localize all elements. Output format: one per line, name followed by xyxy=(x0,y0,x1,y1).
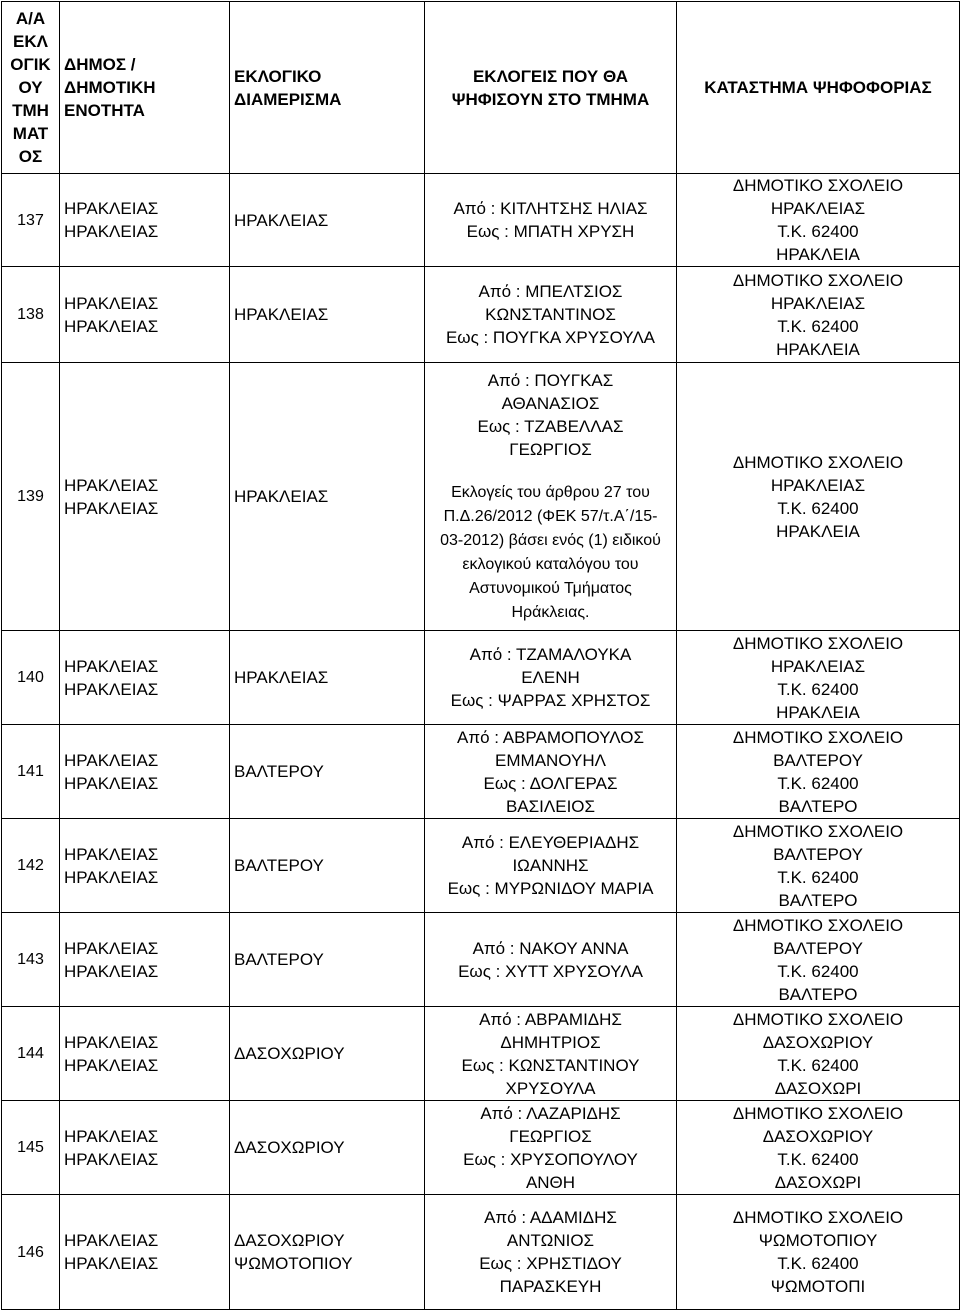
voters-range-cell-line: Από : ΕΛΕΥΘΕΡΙΑΔΗΣ xyxy=(461,833,640,852)
municipality-cell-line: ΗΡΑΚΛΕΙΑΣ xyxy=(64,867,159,887)
voters-range-cell-line: ΕΛΕΝΗ xyxy=(521,668,580,687)
polling-location-cell-line: ΒΑΛΤΕΡΟΥ xyxy=(773,844,863,864)
municipality-cell-line: ΗΡΑΚΛΕΙΑΣ xyxy=(64,199,159,218)
polling-location-cell-line: Τ.Κ. 62400 xyxy=(777,679,859,699)
table-row xyxy=(2,174,960,267)
municipality-cell xyxy=(60,631,230,725)
header-line: ΟΣ xyxy=(18,147,43,166)
polling-location-cell-line: Τ.Κ. 62400 xyxy=(777,773,859,793)
header-line: ΟΓΙΚ xyxy=(10,55,51,74)
voters-range-cell-line: ΓΕΩΡΓΙΟΣ xyxy=(509,1126,592,1146)
polling-location-cell-line: ΔΗΜΟΤΙΚΟ ΣΧΟΛΕΙΟ xyxy=(732,176,904,195)
municipality-cell-line: ΗΡΑΚΛΕΙΑΣ xyxy=(64,1149,159,1169)
district-cell-line: ΒΑΛΤΕΡΟΥ xyxy=(234,950,324,969)
section-number: 142 xyxy=(2,819,60,913)
district-cell xyxy=(230,913,425,1007)
polling-location-cell-line: Τ.Κ. 62400 xyxy=(777,1254,859,1273)
polling-location-cell-line: ΗΡΑΚΛΕΙΑ xyxy=(776,339,860,359)
voters-range-cell-line: Εως : ΨΑΡΡΑΣ ΧΡΗΣΤΟΣ xyxy=(450,691,651,710)
municipality-cell-line: ΗΡΑΚΛΕΙΑΣ xyxy=(64,1231,159,1250)
municipality-cell-line: ΗΡΑΚΛΕΙΑΣ xyxy=(64,773,159,793)
municipality-cell-line: ΗΡΑΚΛΕΙΑΣ xyxy=(64,1055,159,1075)
municipality-cell xyxy=(60,1195,230,1310)
section-number: 139 xyxy=(2,363,60,631)
voters-range-cell-line: ΧΡΥΣΟΥΛΑ xyxy=(505,1078,596,1098)
voters-range-cell xyxy=(425,363,677,631)
polling-location-cell-line: ΔΗΜΟΤΙΚΟ ΣΧΟΛΕΙΟ xyxy=(732,1208,904,1227)
polling-location-cell-line: Τ.Κ. 62400 xyxy=(777,867,859,887)
district-cell xyxy=(230,819,425,913)
municipality-cell xyxy=(60,363,230,631)
polling-location-cell-line: ΒΑΛΤΕΡΟ xyxy=(778,984,858,1004)
header-line: Α/Α xyxy=(15,9,46,28)
municipality-cell-line: ΗΡΑΚΛΕΙΑΣ xyxy=(64,1254,159,1273)
polling-stations-table xyxy=(1,1,960,1310)
polling-location-cell xyxy=(677,1007,960,1101)
polling-location-cell-line: ΔΗΜΟΤΙΚΟ ΣΧΟΛΕΙΟ xyxy=(732,1009,904,1029)
polling-location-cell-line: ΔΑΣΟΧΩΡΙΟΥ xyxy=(762,1032,874,1052)
polling-location-cell-line: ΔΗΜΟΤΙΚΟ ΣΧΟΛΕΙΟ xyxy=(732,1103,904,1123)
district-cell-line: ΒΑΛΤΕΡΟΥ xyxy=(234,762,324,781)
voters-range-cell-line: ΠΑΡΑΣΚΕΥΗ xyxy=(499,1277,602,1296)
municipality-cell xyxy=(60,1101,230,1195)
polling-location-cell xyxy=(677,725,960,819)
polling-location-cell-line: ΔΗΜΟΤΙΚΟ ΣΧΟΛΕΙΟ xyxy=(732,915,904,935)
polling-location-cell xyxy=(677,819,960,913)
voters-range-cell-line: ΑΝΤΩΝΙΟΣ xyxy=(506,1231,595,1250)
voters-range-cell xyxy=(425,174,677,267)
municipality-cell xyxy=(60,174,230,267)
district-cell xyxy=(230,631,425,725)
district-cell-line: ΔΑΣΟΧΩΡΙΟΥ xyxy=(234,1231,345,1250)
voters-range-cell-line: Από : ΑΒΡΑΜΟΠΟΥΛΟΣ xyxy=(457,727,644,747)
municipality-cell-line: ΗΡΑΚΛΕΙΑΣ xyxy=(64,475,159,495)
polling-location-cell-line: ΔΑΣΟΧΩΡΙΟΥ xyxy=(762,1126,874,1146)
table-row xyxy=(2,1195,960,1310)
polling-location-cell-line: ΒΑΛΤΕΡΟ xyxy=(778,796,858,816)
municipality-cell-line: ΗΡΑΚΛΕΙΑΣ xyxy=(64,679,159,699)
polling-location-cell xyxy=(677,631,960,725)
municipality-cell-line: ΗΡΑΚΛΕΙΑΣ xyxy=(64,656,159,676)
voters-range-cell-line: Εως : ΔΟΛΓΕΡΑΣ xyxy=(483,773,618,793)
voters-range-cell-line: Από : ΑΒΡΑΜΙΔΗΣ xyxy=(479,1009,622,1029)
header-polling-location xyxy=(677,2,960,174)
voters-range-cell xyxy=(425,725,677,819)
polling-location-cell-line: ΗΡΑΚΛΕΙΑΣ xyxy=(770,293,866,313)
voters-range-cell xyxy=(425,913,677,1007)
municipality-cell-line: ΗΡΑΚΛΕΙΑΣ xyxy=(64,1126,159,1146)
polling-location-cell xyxy=(677,267,960,363)
header-line: ΔΗΜΟΣ / xyxy=(64,55,136,74)
municipality-cell-line: ΗΡΑΚΛΕΙΑΣ xyxy=(64,222,159,241)
header-line: ΔΗΜΟΤΙΚΗ xyxy=(64,78,156,97)
header-line: ΕΝΟΤΗΤΑ xyxy=(64,101,145,120)
section-number: 141 xyxy=(2,725,60,819)
polling-location-cell-line: ΔΗΜΟΤΙΚΟ ΣΧΟΛΕΙΟ xyxy=(732,270,904,290)
polling-location-cell-line: Τ.Κ. 62400 xyxy=(777,316,859,336)
special-voters-note: Εκλογείς του άρθρου 27 του Π.Δ.26/2012 (ΦΕΚ 57/τ.Α΄/15-03-2012) βάσει ενός (1) ειδικού εκλογικού καταλόγου του Αστυνομικού Τμήματος Ηράκλειας. xyxy=(440,483,661,621)
district-cell xyxy=(230,174,425,267)
polling-location-cell-line: ΔΑΣΟΧΩΡΙ xyxy=(774,1078,862,1098)
polling-location-cell-line: ΨΩΜΟΤΟΠΙ xyxy=(770,1277,866,1296)
polling-location-cell-line: Τ.Κ. 62400 xyxy=(777,961,859,981)
polling-location-cell-line: ΒΑΛΤΕΡΟ xyxy=(778,890,858,910)
polling-location-cell-line: ΔΗΜΟΤΙΚΟ ΣΧΟΛΕΙΟ xyxy=(732,821,904,841)
municipality-cell-line: ΗΡΑΚΛΕΙΑΣ xyxy=(64,938,159,958)
municipality-cell-line: ΗΡΑΚΛΕΙΑΣ xyxy=(64,316,159,336)
voters-range-cell-line: Από : ΑΔΑΜΙΔΗΣ xyxy=(484,1208,617,1227)
header-line: ΔΙΑΜΕΡΙΣΜΑ xyxy=(234,89,342,109)
voters-range-cell-line: ΓΕΩΡΓΙΟΣ xyxy=(509,439,592,459)
municipality-cell xyxy=(60,913,230,1007)
table-body xyxy=(2,174,960,1310)
section-number: 144 xyxy=(2,1007,60,1101)
municipality-cell-line: ΗΡΑΚΛΕΙΑΣ xyxy=(64,844,159,864)
header-section-number xyxy=(2,2,60,174)
polling-location-cell-line: ΔΑΣΟΧΩΡΙ xyxy=(774,1172,862,1192)
polling-location-cell-line: ΗΡΑΚΛΕΙΑΣ xyxy=(770,475,866,495)
voters-range-cell-line: Από : ΜΠΕΛΤΣΙΟΣ xyxy=(478,282,623,301)
voters-range-cell-line: ΒΑΣΙΛΕΙΟΣ xyxy=(505,796,596,816)
voters-range-cell-line: ΚΩΝΣΤΑΝΤΙΝΟΣ xyxy=(485,305,616,324)
voters-range-cell xyxy=(425,819,677,913)
voters-range-cell-line: Εως : ΠΟΥΓΚΑ ΧΡΥΣΟΥΛΑ xyxy=(445,328,656,347)
polling-location-cell-line: ΗΡΑΚΛΕΙΑΣ xyxy=(770,656,866,676)
voters-range-cell-line: ΑΘΑΝΑΣΙΟΣ xyxy=(501,393,600,413)
voters-range-cell-line: Από : ΚΙΤΛΗΤΣΗΣ ΗΛΙΑΣ xyxy=(453,199,648,218)
municipality-cell-line: ΗΡΑΚΛΕΙΑΣ xyxy=(64,961,159,981)
municipality-cell-line: ΗΡΑΚΛΕΙΑΣ xyxy=(64,498,159,518)
voters-range-cell-line: Από : ΝΑΚΟΥ ΑΝΝΑ xyxy=(472,938,629,958)
voters-range-cell-line: Από : ΛΑΖΑΡΙΔΗΣ xyxy=(480,1103,621,1123)
voters-range-cell-line: Εως : ΧΥΤΤ ΧΡΥΣΟΥΛΑ xyxy=(458,961,643,981)
voters-range-cell-line: Εως : ΜΥΡΩΝΙΔΟΥ ΜΑΡΙΑ xyxy=(447,879,654,898)
district-cell-line: ΗΡΑΚΛΕΙΑΣ xyxy=(234,305,329,324)
municipality-cell xyxy=(60,819,230,913)
district-cell-line: ΨΩΜΟΤΟΠΙΟΥ xyxy=(234,1254,353,1273)
header-line: ΜΑΤ xyxy=(12,124,49,143)
polling-location-cell-line: ΔΗΜΟΤΙΚΟ ΣΧΟΛΕΙΟ xyxy=(732,452,904,472)
header-municipality xyxy=(60,2,230,174)
header-voters xyxy=(425,2,677,174)
district-cell xyxy=(230,1101,425,1195)
table-row xyxy=(2,913,960,1007)
voters-range-cell-line: ΔΗΜΗΤΡΙΟΣ xyxy=(500,1032,601,1052)
header-line: ΕΚΛΟΓΕΙΣ ΠΟΥ ΘΑ xyxy=(472,66,629,86)
district-cell xyxy=(230,267,425,363)
voters-range-cell xyxy=(425,267,677,363)
voters-range-cell xyxy=(425,1101,677,1195)
table-row xyxy=(2,631,960,725)
polling-location-cell-line: ΗΡΑΚΛΕΙΑ xyxy=(776,521,860,541)
district-cell-line: ΗΡΑΚΛΕΙΑΣ xyxy=(234,487,329,506)
polling-location-cell-line: ΗΡΑΚΛΕΙΑ xyxy=(776,245,860,264)
polling-location-cell xyxy=(677,1195,960,1310)
voters-range-cell-line: ΕΜΜΑΝΟΥΗΛ xyxy=(495,750,606,770)
municipality-cell xyxy=(60,725,230,819)
header-line: ΕΚΛΟΓΙΚΟ xyxy=(234,66,322,86)
polling-location-cell-line: ΒΑΛΤΕΡΟΥ xyxy=(773,938,863,958)
district-cell-line: ΗΡΑΚΛΕΙΑΣ xyxy=(234,668,329,687)
header-line: ΨΗΦΙΣΟΥΝ ΣΤΟ ΤΜΗΜΑ xyxy=(451,89,650,109)
header-line: ΕΚΛ xyxy=(13,32,48,51)
district-cell xyxy=(230,1007,425,1101)
district-cell xyxy=(230,363,425,631)
polling-location-cell-line: Τ.Κ. 62400 xyxy=(777,1055,859,1075)
district-cell-line: ΗΡΑΚΛΕΙΑΣ xyxy=(234,210,329,230)
polling-location-cell-line: Τ.Κ. 62400 xyxy=(777,1149,859,1169)
polling-location-cell-line: ΔΗΜΟΤΙΚΟ ΣΧΟΛΕΙΟ xyxy=(732,727,904,747)
header-district xyxy=(230,2,425,174)
district-cell-line: ΒΑΛΤΕΡΟΥ xyxy=(234,856,324,875)
table-row xyxy=(2,267,960,363)
district-cell xyxy=(230,725,425,819)
municipality-cell-line: ΗΡΑΚΛΕΙΑΣ xyxy=(64,1032,159,1052)
table-row xyxy=(2,1101,960,1195)
voters-range-cell-line: Εως : ΤΖΑΒΕΛΛΑΣ xyxy=(477,416,624,436)
voters-range-cell-line: Εως : ΜΠΑΤΗ ΧΡΥΣΗ xyxy=(466,222,635,241)
polling-location-cell-line: ΗΡΑΚΛΕΙΑ xyxy=(776,702,860,722)
voters-range-cell xyxy=(425,1195,677,1310)
voters-range-cell-line: Από : ΤΖΑΜΑΛΟΥΚΑ xyxy=(469,645,632,664)
header-line: ΟΥ xyxy=(18,78,43,97)
polling-location-cell xyxy=(677,174,960,267)
polling-location-cell xyxy=(677,363,960,631)
polling-location-cell-line: ΔΗΜΟΤΙΚΟ ΣΧΟΛΕΙΟ xyxy=(732,633,904,653)
header-line: ΚΑΤΑΣΤΗΜΑ ΨΗΦΟΦΟΡΙΑΣ xyxy=(704,78,932,97)
voters-range-cell-line: Εως : ΧΡΗΣΤΙΔΟΥ xyxy=(479,1254,622,1273)
table-row xyxy=(2,725,960,819)
polling-location-cell-line: Τ.Κ. 62400 xyxy=(777,222,859,241)
table-row xyxy=(2,363,960,631)
section-number: 145 xyxy=(2,1101,60,1195)
polling-location-cell xyxy=(677,913,960,1007)
header-row xyxy=(2,2,960,174)
voters-range-cell-line: Εως : ΚΩΝΣΤΑΝΤΙΝΟΥ xyxy=(461,1055,640,1075)
municipality-cell xyxy=(60,1007,230,1101)
header-line: ΤΜΗ xyxy=(12,101,49,120)
district-cell-line: ΔΑΣΟΧΩΡΙΟΥ xyxy=(234,1044,345,1063)
voters-range-cell-line: Εως : ΧΡΥΣΟΠΟΥΛΟΥ xyxy=(463,1149,638,1169)
section-number: 137 xyxy=(2,174,60,267)
section-number: 143 xyxy=(2,913,60,1007)
district-cell-line: ΔΑΣΟΧΩΡΙΟΥ xyxy=(234,1138,345,1157)
voters-range-cell xyxy=(425,631,677,725)
polling-location-cell-line: Τ.Κ. 62400 xyxy=(777,498,859,518)
section-number: 146 xyxy=(2,1195,60,1310)
district-cell xyxy=(230,1195,425,1310)
municipality-cell-line: ΗΡΑΚΛΕΙΑΣ xyxy=(64,293,159,313)
table-row xyxy=(2,819,960,913)
section-number: 140 xyxy=(2,631,60,725)
municipality-cell-line: ΗΡΑΚΛΕΙΑΣ xyxy=(64,750,159,770)
polling-location-cell-line: ΗΡΑΚΛΕΙΑΣ xyxy=(770,199,866,218)
voters-range-cell-line: ΙΩΑΝΝΗΣ xyxy=(512,856,589,875)
polling-location-cell-line: ΨΩΜΟΤΟΠΙΟΥ xyxy=(758,1231,878,1250)
voters-range-cell-line: ΑΝΘΗ xyxy=(525,1172,576,1192)
table-row xyxy=(2,1007,960,1101)
section-number: 138 xyxy=(2,267,60,363)
polling-location-cell-line: ΒΑΛΤΕΡΟΥ xyxy=(773,750,863,770)
municipality-cell xyxy=(60,267,230,363)
polling-location-cell xyxy=(677,1101,960,1195)
voters-range-cell xyxy=(425,1007,677,1101)
voters-range-cell-line: Από : ΠΟΥΓΚΑΣ xyxy=(487,370,614,390)
